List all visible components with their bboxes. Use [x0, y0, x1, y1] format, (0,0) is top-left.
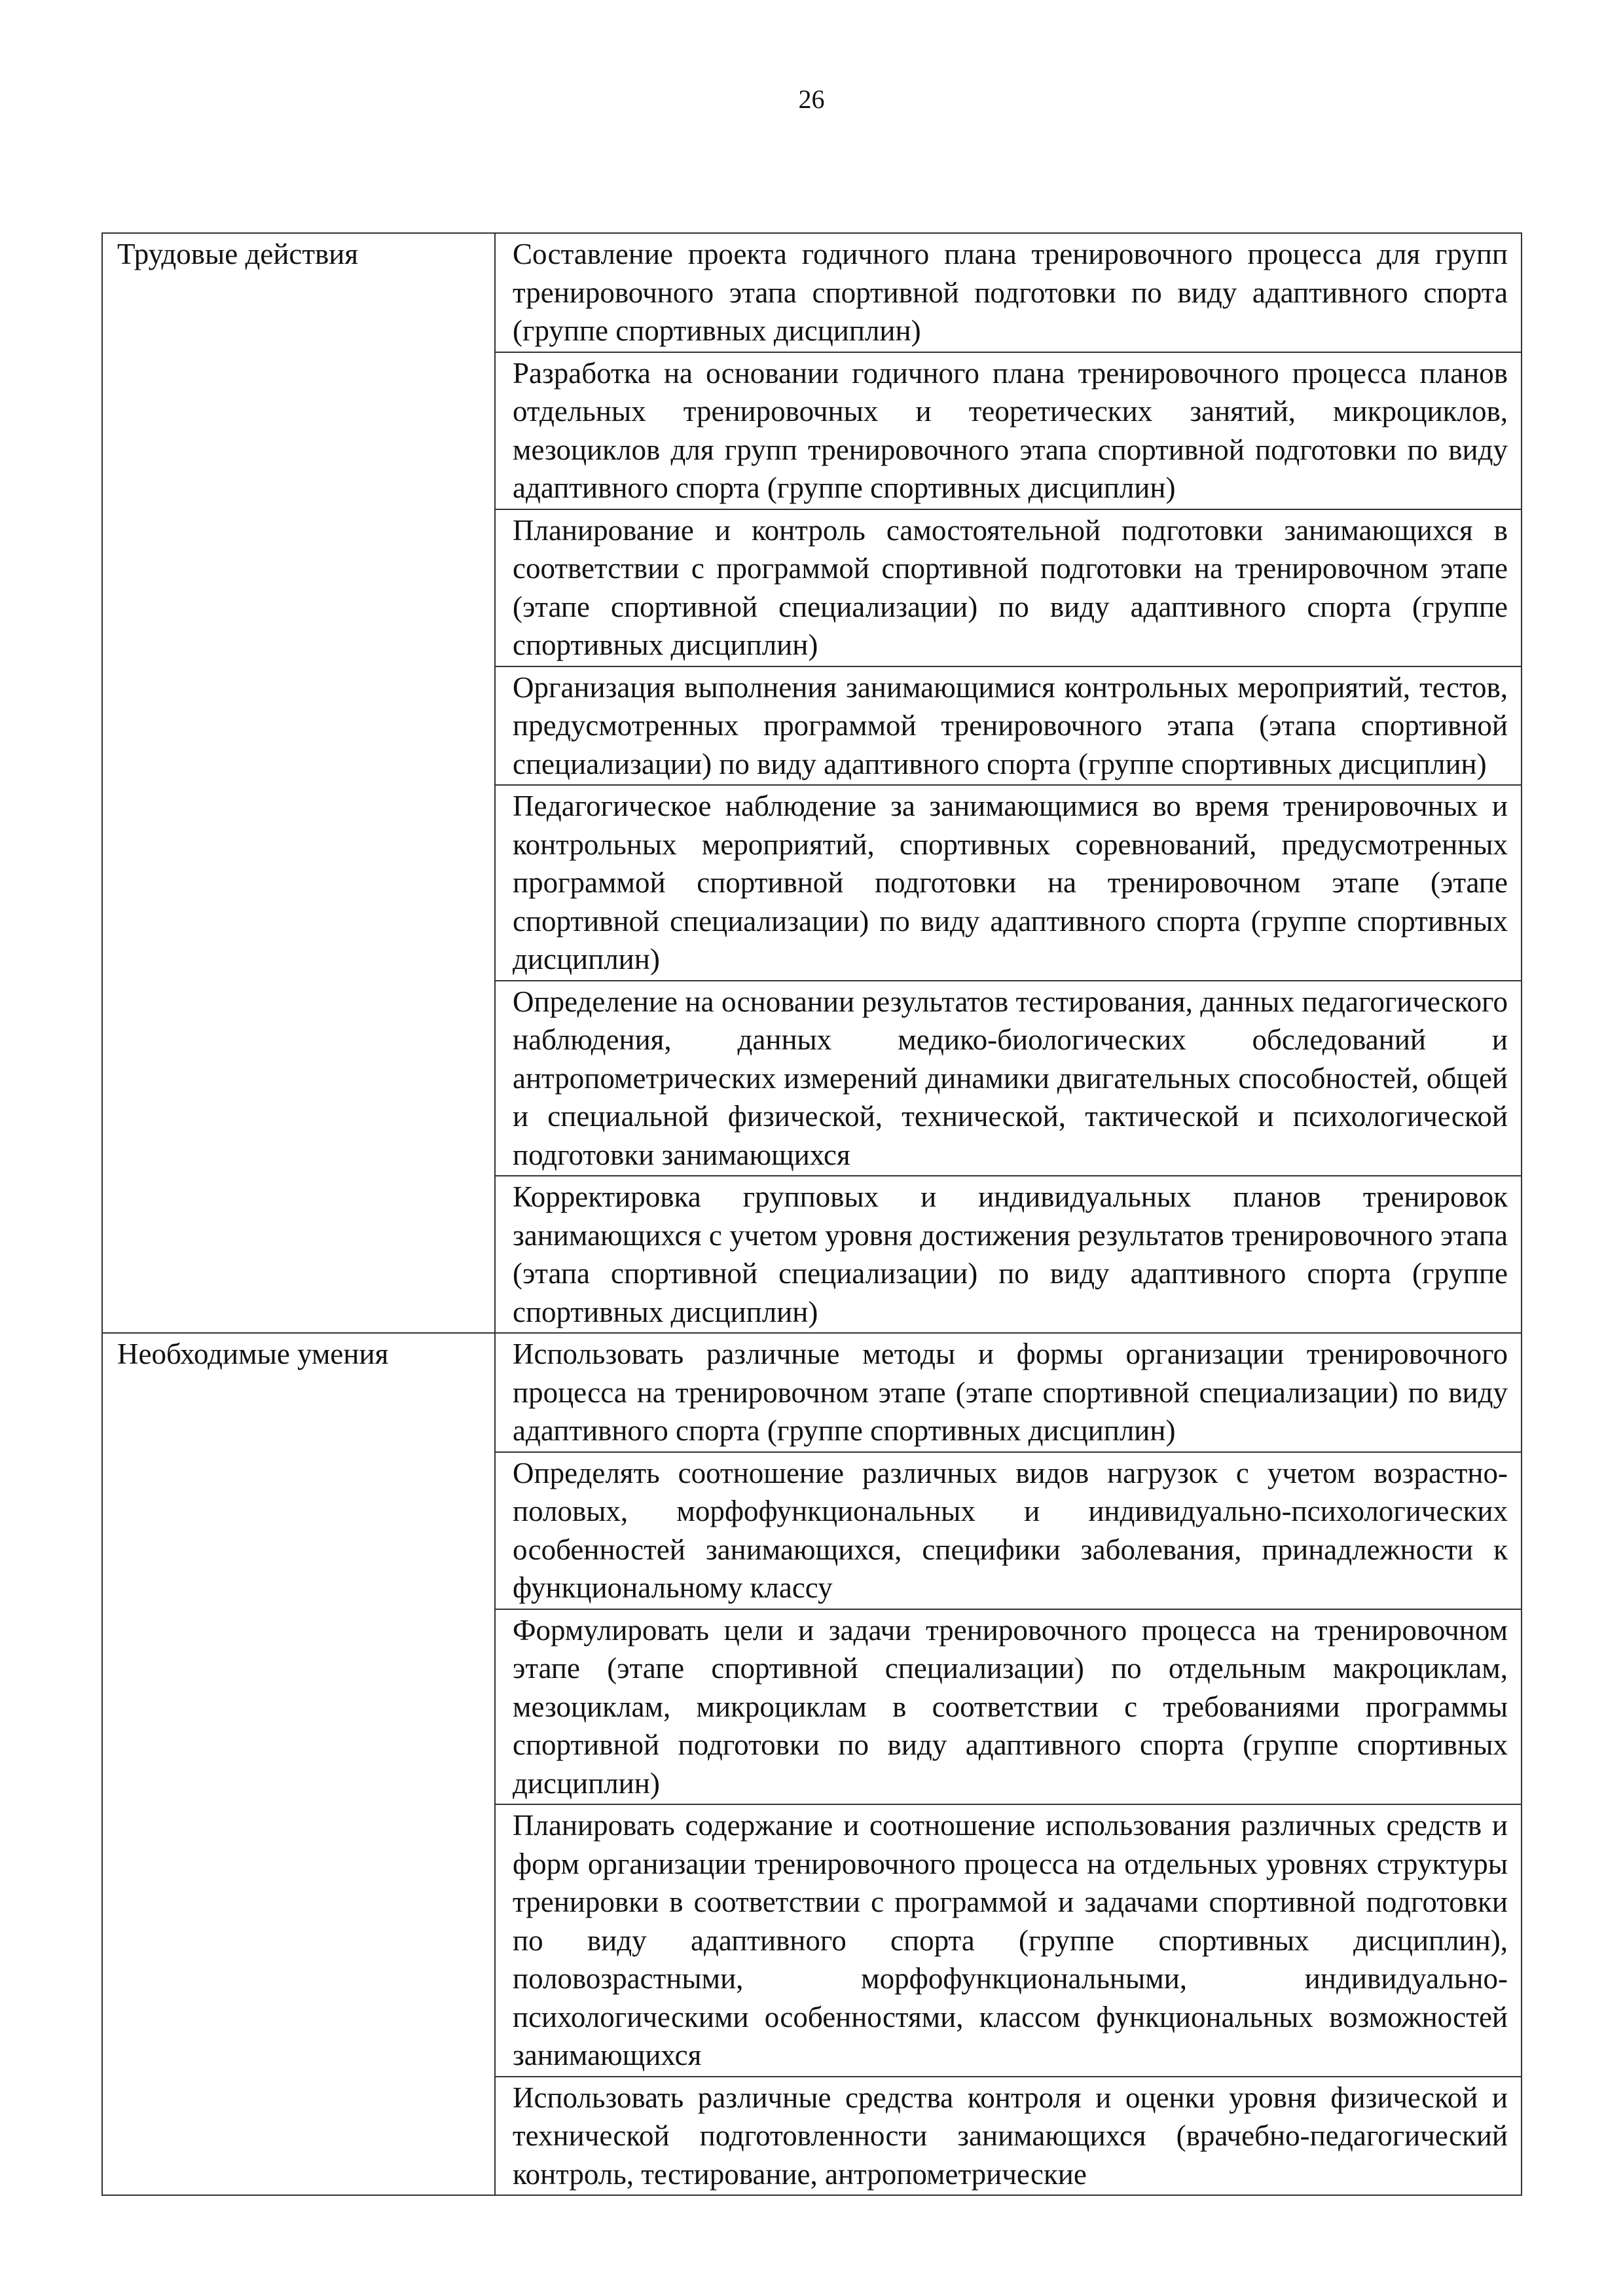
table-cell: Использовать различные методы и формы организации тренировочного процесса на тренировочном этапе (этапе спортивной специализации) по виду адаптивного спорта (группе спортивных дисциплин) — [495, 1333, 1522, 1452]
table-cell: Составление проекта годичного плана тренировочного процесса для групп тренировочного этапа спортивной подготовки по виду адаптивного спорта (группе спортивных дисциплин) — [495, 233, 1522, 352]
table-row — [102, 233, 1522, 352]
table-cell: Педагогическое наблюдение за занимающимися во время тренировочных и контрольных мероприятий, спортивных соревнований, предусмотренных программой спортивной подготовки на тренировочном этапе (этапе спортивной специализации) по виду адаптивного спорта (группе спортивных дисциплин) — [495, 785, 1522, 981]
table-cell: Формулировать цели и задачи тренировочного процесса на тренировочном этапе (этапе спортивной специализации) по отдельным макроциклам, мезоциклам, микроциклам в соответствии с требованиями программы спортивной подготовки по виду адаптивного спорта (группе спортивных дисциплин) — [495, 1609, 1522, 1805]
table-cell: Использовать различные средства контроля и оценки уровня физической и технической подготовленности занимающихся (врачебно-педагогический контроль, тестирование, антропометрические — [495, 2077, 1522, 2196]
table-cell: Планирование и контроль самостоятельной подготовки занимающихся в соответствии с программой спортивной подготовки на тренировочном этапе (этапе спортивной специализации) по виду адаптивного спорта (группе спортивных дисциплин) — [495, 509, 1522, 666]
table-cell: Разработка на основании годичного плана тренировочного процесса планов отдельных тренировочных и теоретических занятий, микроциклов, мезоциклов для групп тренировочного этапа спортивной подготовки по виду адаптивного спорта (группе спортивных дисциплин) — [495, 352, 1522, 509]
table-cell: Корректировка групповых и индивидуальных планов тренировок занимающихся с учетом уровня достижения результатов тренировочного этапа (этапа спортивной специализации) по виду адаптивного спорта (группе спортивных дисциплин) — [495, 1176, 1522, 1333]
table-row — [102, 1333, 1522, 1452]
row-label-labor-actions: Трудовые действия — [102, 233, 495, 1333]
table-cell: Организация выполнения занимающимися контрольных мероприятий, тестов, предусмотренных программой тренировочного этапа (этапа спортивной специализации) по виду адаптивного спорта (группе спортивных дисциплин) — [495, 666, 1522, 786]
table-cell: Планировать содержание и соотношение использования различных средств и форм организации тренировочного процесса на отдельных уровнях структуры тренировки в соответствии с программой и задачами спортивной подготовки по виду адаптивного спорта (группе спортивных дисциплин), половозрастными, морфофункциональными, индивидуально-психологическими особенностями, классом функциональных возможностей занимающихся — [495, 1804, 1522, 2077]
row-label-required-skills: Необходимые умения — [102, 1333, 495, 2195]
table-cell: Определять соотношение различных видов нагрузок с учетом возрастно-половых, морфофункциональных и индивидуально-психологических особенностей занимающихся, специфики заболевания, принадлежности к функциональному классу — [495, 1452, 1522, 1609]
competency-table — [101, 232, 1522, 2196]
page-number: 26 — [798, 84, 825, 114]
table-cell: Определение на основании результатов тестирования, данных педагогического наблюдения, данных медико-биологических обследований и антропометрических измерений динамики двигательных способностей, общей и специальной физической, технической, тактической и психологической подготовки занимающихся — [495, 981, 1522, 1176]
